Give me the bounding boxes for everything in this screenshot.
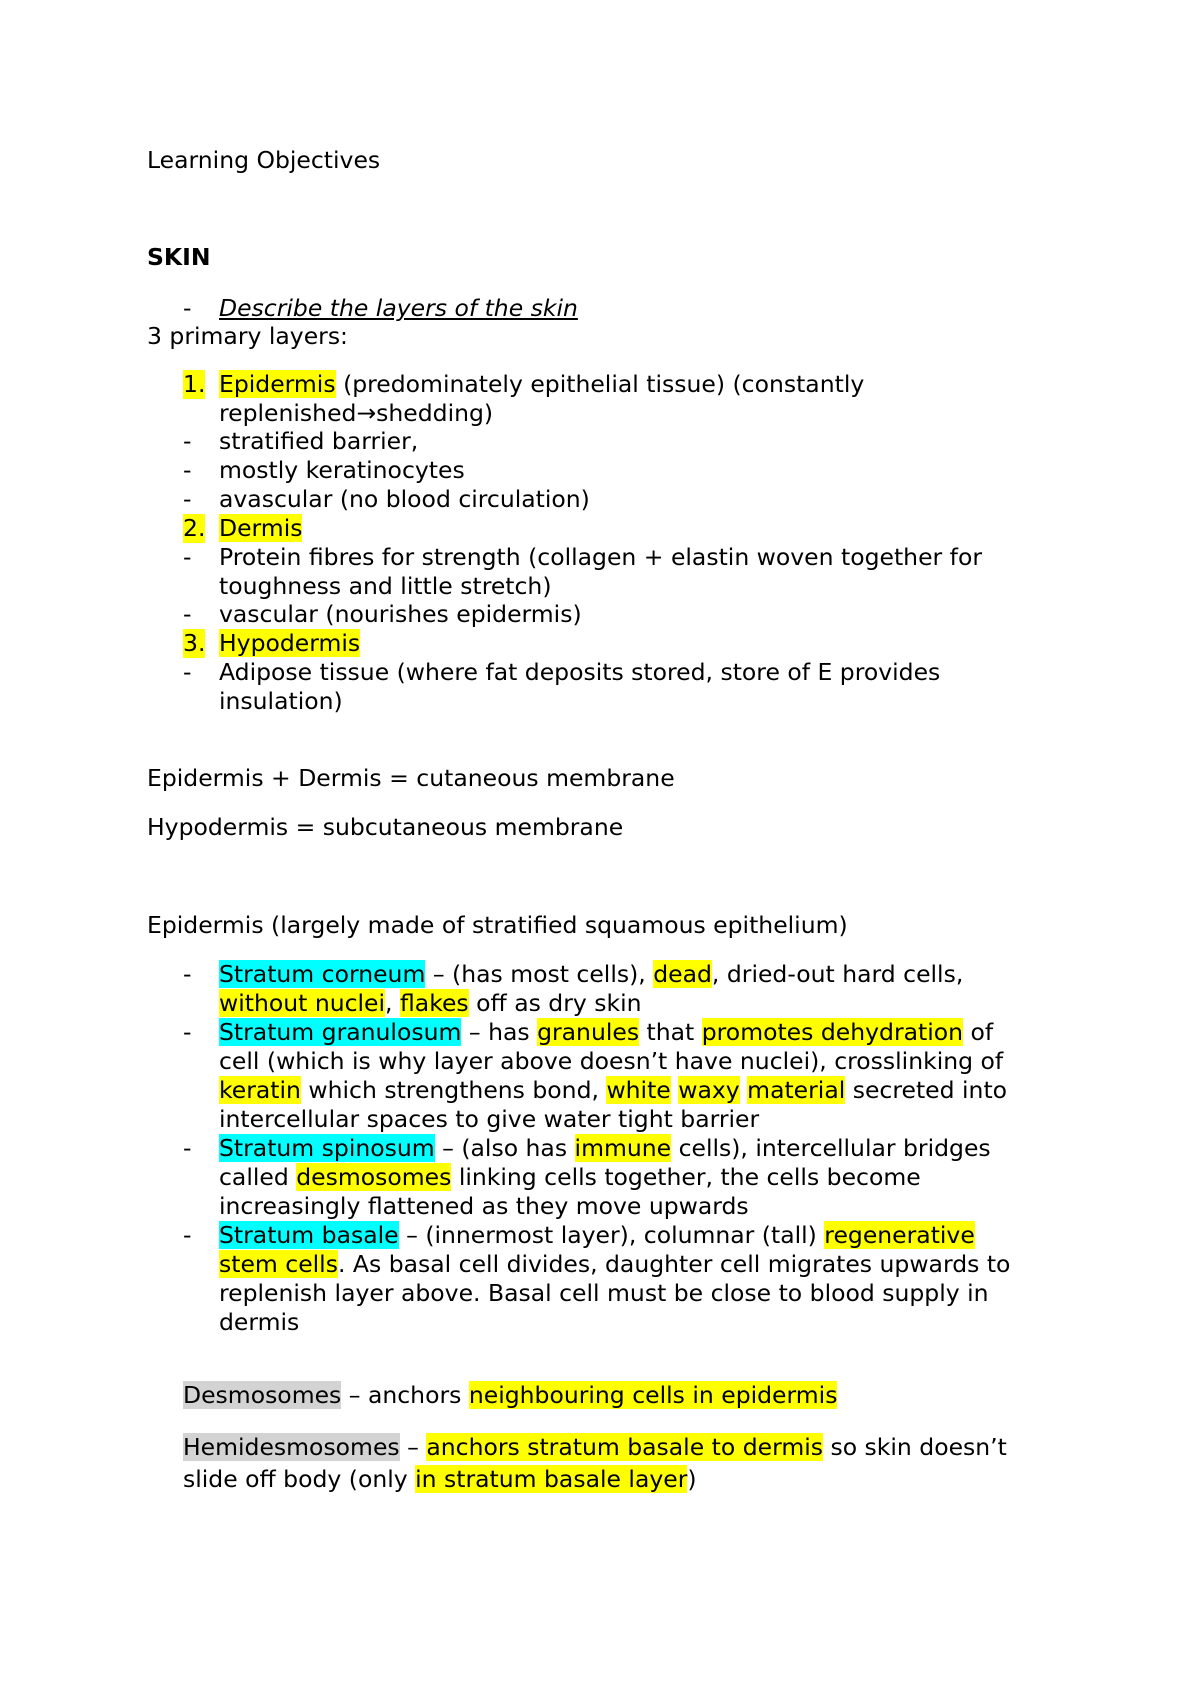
intro-text: 3 primary layers: [147, 322, 348, 350]
highlight: granules [537, 1018, 640, 1046]
bullet-dash: - [183, 600, 192, 628]
highlight: immune [574, 1134, 672, 1162]
list-number: 1. [183, 370, 206, 398]
highlight: material [747, 1076, 846, 1104]
highlight-term: Dermis [219, 514, 303, 542]
equation-cutaneous: Epidermis + Dermis = cutaneous membrane [147, 764, 675, 792]
text: toughness and little stretch) [219, 572, 552, 600]
text: cells), intercellular bridges [671, 1134, 991, 1162]
bullet-dash: - [183, 1221, 192, 1249]
text: which strengthens bond, [300, 1076, 607, 1104]
definition-term: Hemidesmosomes [183, 1433, 400, 1461]
equation-subcutaneous: Hypodermis = subcutaneous membrane [147, 813, 624, 841]
text: that [639, 1018, 702, 1046]
text: intercellular spaces to give water tight barrier [219, 1105, 760, 1133]
list-item: stratified barrier, [219, 427, 419, 455]
stratum-term: Stratum basale [219, 1221, 399, 1249]
text: – (innermost layer), columnar (tall) [398, 1221, 825, 1249]
highlight-term: Epidermis [219, 370, 336, 398]
text: shedding) [376, 399, 494, 427]
bullet-dash: - [183, 456, 192, 484]
text: dermis [219, 1308, 300, 1336]
text: slide off body (only [183, 1465, 416, 1493]
list-item: vascular (nourishes epidermis) [219, 600, 582, 628]
highlight: flakes [400, 989, 469, 1017]
bullet-dash: - [183, 294, 192, 322]
page-title: Learning Objectives [147, 146, 381, 174]
layer-hypodermis [219, 629, 1100, 658]
list-item: avascular (no blood circulation) [219, 485, 590, 513]
highlight: in stratum basale layer [415, 1465, 688, 1493]
list-number: 3. [183, 629, 206, 657]
list-item [219, 658, 1100, 716]
highlight: anchors stratum basale to dermis [426, 1433, 823, 1461]
highlight: desmosomes [296, 1163, 452, 1191]
bullet-dash: - [183, 485, 192, 513]
text: secreted into [845, 1076, 1008, 1104]
stratum-granulosum-item [219, 1018, 1100, 1134]
highlight: regenerative [824, 1221, 975, 1249]
stratum-basale-item [219, 1221, 1100, 1337]
objective-item: Describe the layers of the skin [219, 294, 578, 322]
bullet-dash: - [183, 1018, 192, 1046]
text: called [219, 1163, 297, 1191]
arrow-right-icon: → [356, 399, 377, 427]
highlight: keratin [219, 1076, 301, 1104]
highlight-term: Hypodermis [219, 629, 361, 657]
text: – [399, 1433, 427, 1461]
text: Protein fibres for strength (collagen + elastin woven together for [219, 543, 982, 571]
text: ) [687, 1465, 697, 1493]
stratum-term: Stratum granulosum [219, 1018, 462, 1046]
bullet-dash: - [183, 658, 192, 686]
text: linking cells together, the cells become [451, 1163, 921, 1191]
highlight: without nuclei [219, 989, 386, 1017]
definition-term: Desmosomes [183, 1381, 342, 1409]
text: , [385, 989, 400, 1017]
bullet-dash: - [183, 543, 192, 571]
layer-epidermis [219, 370, 1100, 428]
bullet-dash: - [183, 1134, 192, 1162]
bullet-dash: - [183, 960, 192, 988]
text: – has [461, 1018, 538, 1046]
list-item [219, 543, 1100, 601]
highlight: waxy [678, 1076, 740, 1104]
hemidesmosomes-definition [183, 1431, 1100, 1495]
text: – (has most cells), [425, 960, 654, 988]
highlight: white [606, 1076, 671, 1104]
list-number: 2. [183, 514, 206, 542]
text: so skin doesn’t [822, 1433, 1007, 1461]
text: – (also has [434, 1134, 575, 1162]
epidermis-heading: Epidermis (largely made of stratified squamous epithelium) [147, 911, 848, 939]
text: – anchors [341, 1381, 469, 1409]
highlight: stem cells [219, 1250, 338, 1278]
bullet-dash: - [183, 427, 192, 455]
text: replenish layer above. Basal cell must be close to blood supply in [219, 1279, 989, 1307]
layer-dermis [219, 514, 1100, 543]
highlight: neighbouring cells in epidermis [468, 1381, 838, 1409]
stratum-spinosum-item [219, 1134, 1100, 1221]
desmosomes-definition [183, 1381, 1100, 1410]
text: , dried-out hard cells, [711, 960, 964, 988]
highlight: dead [653, 960, 712, 988]
text: cell (which is why layer above doesn’t have nuclei), crosslinking of [219, 1047, 1004, 1075]
list-item: mostly keratinocytes [219, 456, 465, 484]
text: Adipose tissue (where fat deposits stored, store of E provides [219, 658, 941, 686]
text: (predominately epithelial tissue) (constantly [335, 370, 865, 398]
stratum-term: Stratum corneum [219, 960, 426, 988]
stratum-term: Stratum spinosum [219, 1134, 435, 1162]
text: . As basal cell divides, daughter cell migrates upwards to [337, 1250, 1011, 1278]
text: of [963, 1018, 994, 1046]
text: off as dry skin [468, 989, 642, 1017]
section-heading: SKIN [147, 243, 211, 271]
highlight: promotes dehydration [701, 1018, 964, 1046]
text: replenished [219, 399, 357, 427]
stratum-corneum-item [219, 960, 1100, 1018]
text: increasingly flattened as they move upwards [219, 1192, 749, 1220]
text: insulation) [219, 687, 343, 715]
